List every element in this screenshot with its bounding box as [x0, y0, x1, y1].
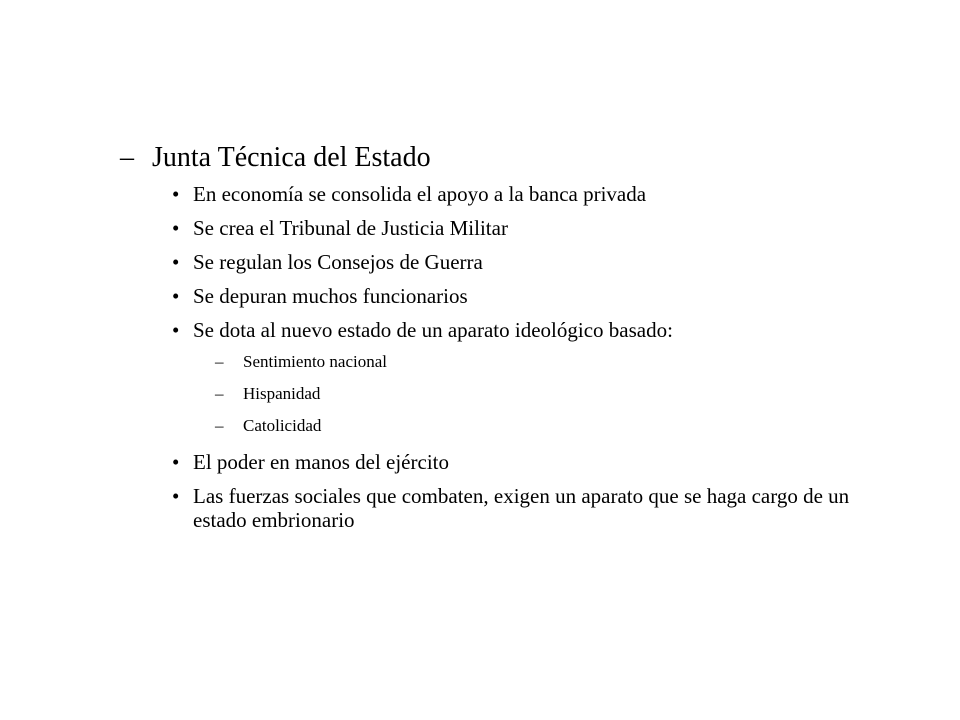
list-item	[172, 216, 872, 240]
list-item-text: Se crea el Tribunal de Justicia Militar	[193, 216, 508, 240]
list-item-text: En economía se consolida el apoyo a la banca privada	[193, 182, 647, 206]
bullet-marker: •	[172, 216, 180, 240]
list-item	[172, 182, 872, 206]
list-item-text: Se dota al nuevo estado de un aparato ideológico basado:	[193, 318, 673, 342]
sub-list-item-text: Catolicidad	[243, 416, 322, 435]
bullet-marker: •	[172, 250, 180, 274]
sub-list-item	[215, 352, 872, 372]
list-item	[172, 250, 872, 274]
sub-list-item	[215, 384, 872, 404]
sub-dash-marker: –	[215, 384, 224, 403]
bullet-marker: •	[172, 450, 180, 474]
bullet-list	[172, 182, 872, 542]
sub-list-item-text: Sentimiento nacional	[243, 352, 387, 371]
list-item	[172, 450, 872, 474]
list-item	[172, 484, 872, 532]
list-item	[172, 318, 872, 342]
heading-dash-marker: –	[120, 142, 134, 173]
sub-list-item-text: Hispanidad	[243, 384, 321, 403]
sub-dash-marker: –	[215, 352, 224, 371]
sub-dash-marker: –	[215, 416, 224, 435]
sub-list-item	[215, 416, 872, 436]
list-item-text: Se depuran muchos funcionarios	[193, 284, 468, 308]
bullet-marker: •	[172, 484, 180, 508]
section-heading	[120, 140, 431, 176]
bullet-marker: •	[172, 318, 180, 342]
heading-text: Junta Técnica del Estado	[152, 142, 431, 173]
list-item-text: El poder en manos del ejército	[193, 450, 449, 474]
bullet-marker: •	[172, 182, 180, 206]
list-item-text: Se regulan los Consejos de Guerra	[193, 250, 483, 274]
list-item-text: Las fuerzas sociales que combaten, exigen un aparato que se haga cargo de un estado embrionario	[193, 484, 850, 532]
bullet-marker: •	[172, 284, 180, 308]
list-item	[172, 284, 872, 308]
